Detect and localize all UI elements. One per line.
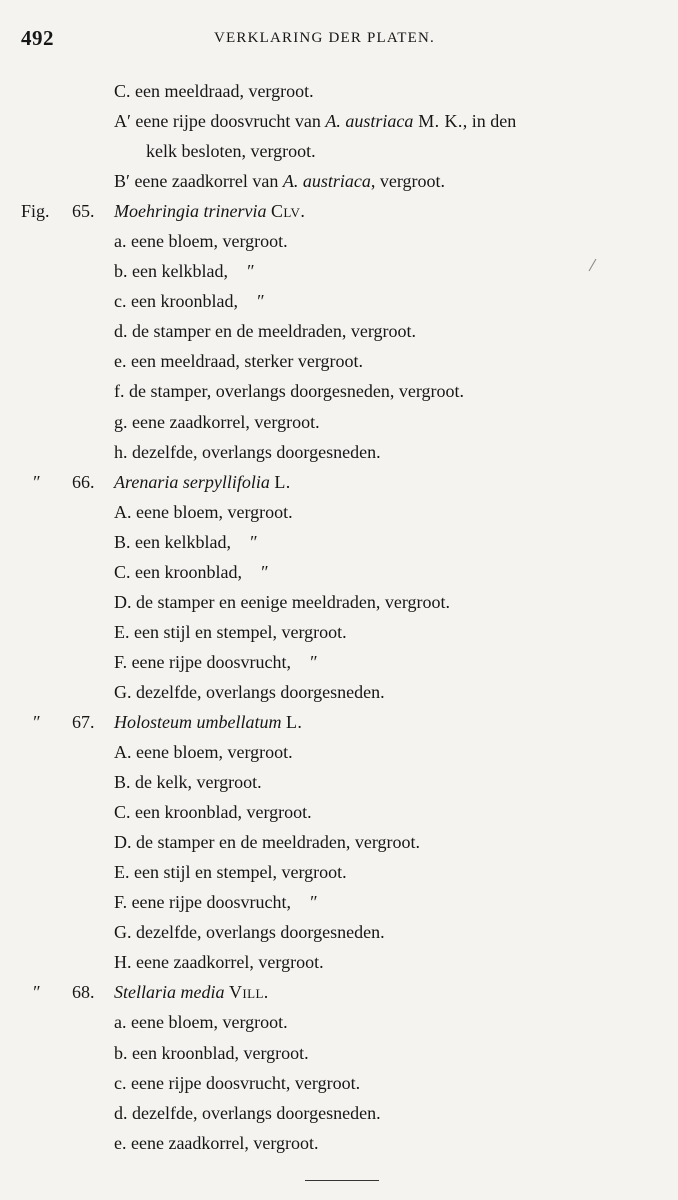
list-item <box>0 677 678 707</box>
list-item <box>0 1038 678 1068</box>
ditto-mark: ″ <box>245 261 254 282</box>
running-head: VERKLARING DER PLATEN. <box>214 30 435 46</box>
list-item <box>0 497 678 527</box>
list-item <box>0 1007 678 1037</box>
item-text: B. de kelk, vergroot. <box>114 772 262 793</box>
list-item <box>0 76 678 106</box>
figure-title <box>114 977 269 1007</box>
item-text: d. dezelfde, overlangs doorgesneden. <box>114 1102 381 1123</box>
item-text <box>114 256 253 286</box>
item-text: h. dezelfde, overlangs doorgesneden. <box>114 441 381 462</box>
list-item <box>0 557 678 587</box>
item-text: d. de stamper en de meeldraden, vergroot. <box>114 321 417 342</box>
item-text: C. een meeldraad, vergroot. <box>114 81 314 101</box>
item-text <box>114 887 317 917</box>
list-item <box>0 437 678 467</box>
list-item <box>0 527 678 557</box>
list-item-continuation <box>0 136 678 166</box>
list-item <box>0 887 678 917</box>
item-text <box>114 106 516 136</box>
ditto-mark: ″ <box>309 892 317 913</box>
taxon-name: A. austriaca <box>282 171 371 192</box>
taxon-name: Stellaria media <box>114 982 225 1003</box>
list-item <box>0 1128 678 1158</box>
list-item <box>0 316 678 346</box>
item-text: A. eene bloem, vergroot. <box>114 501 293 522</box>
taxon-name: Arenaria serpyllifolia <box>114 471 270 492</box>
item-text: D. de stamper en de meeldraden, vergroot. <box>114 832 421 853</box>
list-item <box>0 587 678 617</box>
item-label: c. een kroonblad, <box>114 291 243 312</box>
list-item <box>0 256 678 286</box>
item-suffix: , vergroot. <box>370 171 446 192</box>
item-label: B. een kelkblad, <box>114 531 236 552</box>
plate-explanation-list <box>0 76 678 1158</box>
list-item <box>0 947 678 977</box>
item-text: A. eene bloem, vergroot. <box>114 742 293 763</box>
list-item <box>0 106 678 136</box>
figure-heading <box>0 196 678 226</box>
item-prefix: A′ eene rijpe doosvrucht van <box>114 111 326 132</box>
item-text: g. eene zaadkorrel, vergroot. <box>114 411 320 432</box>
item-text <box>114 557 267 587</box>
item-text <box>114 527 256 557</box>
ditto-mark: ″ <box>248 531 257 552</box>
list-item <box>0 617 678 647</box>
item-text: c. eene rijpe doosvrucht, vergroot. <box>114 1072 361 1093</box>
list-item <box>0 1098 678 1128</box>
item-text: G. dezelfde, overlangs doorgesneden. <box>114 922 385 943</box>
list-item <box>0 376 678 406</box>
list-item <box>0 767 678 797</box>
list-item <box>0 407 678 437</box>
end-rule <box>305 1180 379 1181</box>
fig-label: Fig. <box>21 201 50 222</box>
figure-title <box>114 196 305 226</box>
item-text: D. de stamper en eenige meeldraden, vergroot. <box>114 591 451 612</box>
item-text <box>114 166 445 196</box>
item-text: H. eene zaadkorrel, vergroot. <box>114 952 324 973</box>
list-item <box>0 286 678 316</box>
ditto-mark: ″ <box>309 651 317 672</box>
item-prefix: B′ eene zaadkorrel van <box>114 171 283 192</box>
taxon-author: M. K. <box>413 111 463 132</box>
taxon-name: A. austriaca <box>325 111 414 132</box>
list-item <box>0 737 678 767</box>
ditto-mark: ″ <box>32 471 40 492</box>
taxon-author: L. <box>285 711 303 732</box>
taxon-name: Holosteum umbellatum <box>114 711 282 732</box>
figure-heading <box>0 707 678 737</box>
item-text: a. eene bloem, vergroot. <box>114 1012 288 1033</box>
taxon-author: Vill. <box>229 982 269 1003</box>
item-text: e. eene zaadkorrel, vergroot. <box>114 1132 319 1153</box>
ditto-mark: ″ <box>259 561 268 582</box>
item-text: E. een stijl en stempel, vergroot. <box>114 621 347 642</box>
item-text: f. de stamper, overlangs doorgesneden, vergroot. <box>114 381 465 402</box>
item-text: G. dezelfde, overlangs doorgesneden. <box>114 681 385 702</box>
item-label: F. eene rijpe doosvrucht, <box>114 651 296 672</box>
item-text <box>114 647 317 677</box>
list-item <box>0 827 678 857</box>
item-text: e. een meeldraad, sterker vergroot. <box>114 351 364 372</box>
item-text: b. een kroonblad, vergroot. <box>114 1042 309 1063</box>
item-text: kelk besloten, vergroot. <box>146 141 316 162</box>
list-item <box>0 346 678 376</box>
taxon-author: L. <box>274 471 291 492</box>
item-text: a. eene bloem, vergroot. <box>114 231 288 252</box>
item-suffix: , in den <box>462 111 517 132</box>
list-item <box>0 647 678 677</box>
figure-number: 68. <box>72 982 95 1003</box>
item-text: E. een stijl en stempel, vergroot. <box>114 862 347 883</box>
page-number: 492 <box>21 26 54 50</box>
ditto-mark: ″ <box>255 291 264 312</box>
figure-title <box>114 707 302 737</box>
list-item <box>0 917 678 947</box>
figure-title <box>114 467 291 497</box>
ditto-mark: ″ <box>32 711 40 732</box>
page-header <box>0 26 678 56</box>
figure-number: 65. <box>72 201 95 222</box>
list-item <box>0 797 678 827</box>
list-item <box>0 1068 678 1098</box>
taxon-name: Moehringia trinervia <box>114 201 267 222</box>
figure-heading <box>0 467 678 497</box>
list-item <box>0 857 678 887</box>
item-text: C. een kroonblad, vergroot. <box>114 802 312 823</box>
figure-heading <box>0 977 678 1007</box>
figure-number: 67. <box>72 711 95 732</box>
ditto-mark: ″ <box>32 982 40 1003</box>
item-text <box>114 286 263 316</box>
item-label: F. eene rijpe doosvrucht, <box>114 892 296 913</box>
list-item <box>0 226 678 256</box>
taxon-author: Clv. <box>270 201 306 222</box>
list-item <box>0 166 678 196</box>
item-label: C. een kroonblad, <box>114 561 247 582</box>
item-label: b. een kelkblad, <box>114 261 233 282</box>
figure-number: 66. <box>72 471 95 492</box>
